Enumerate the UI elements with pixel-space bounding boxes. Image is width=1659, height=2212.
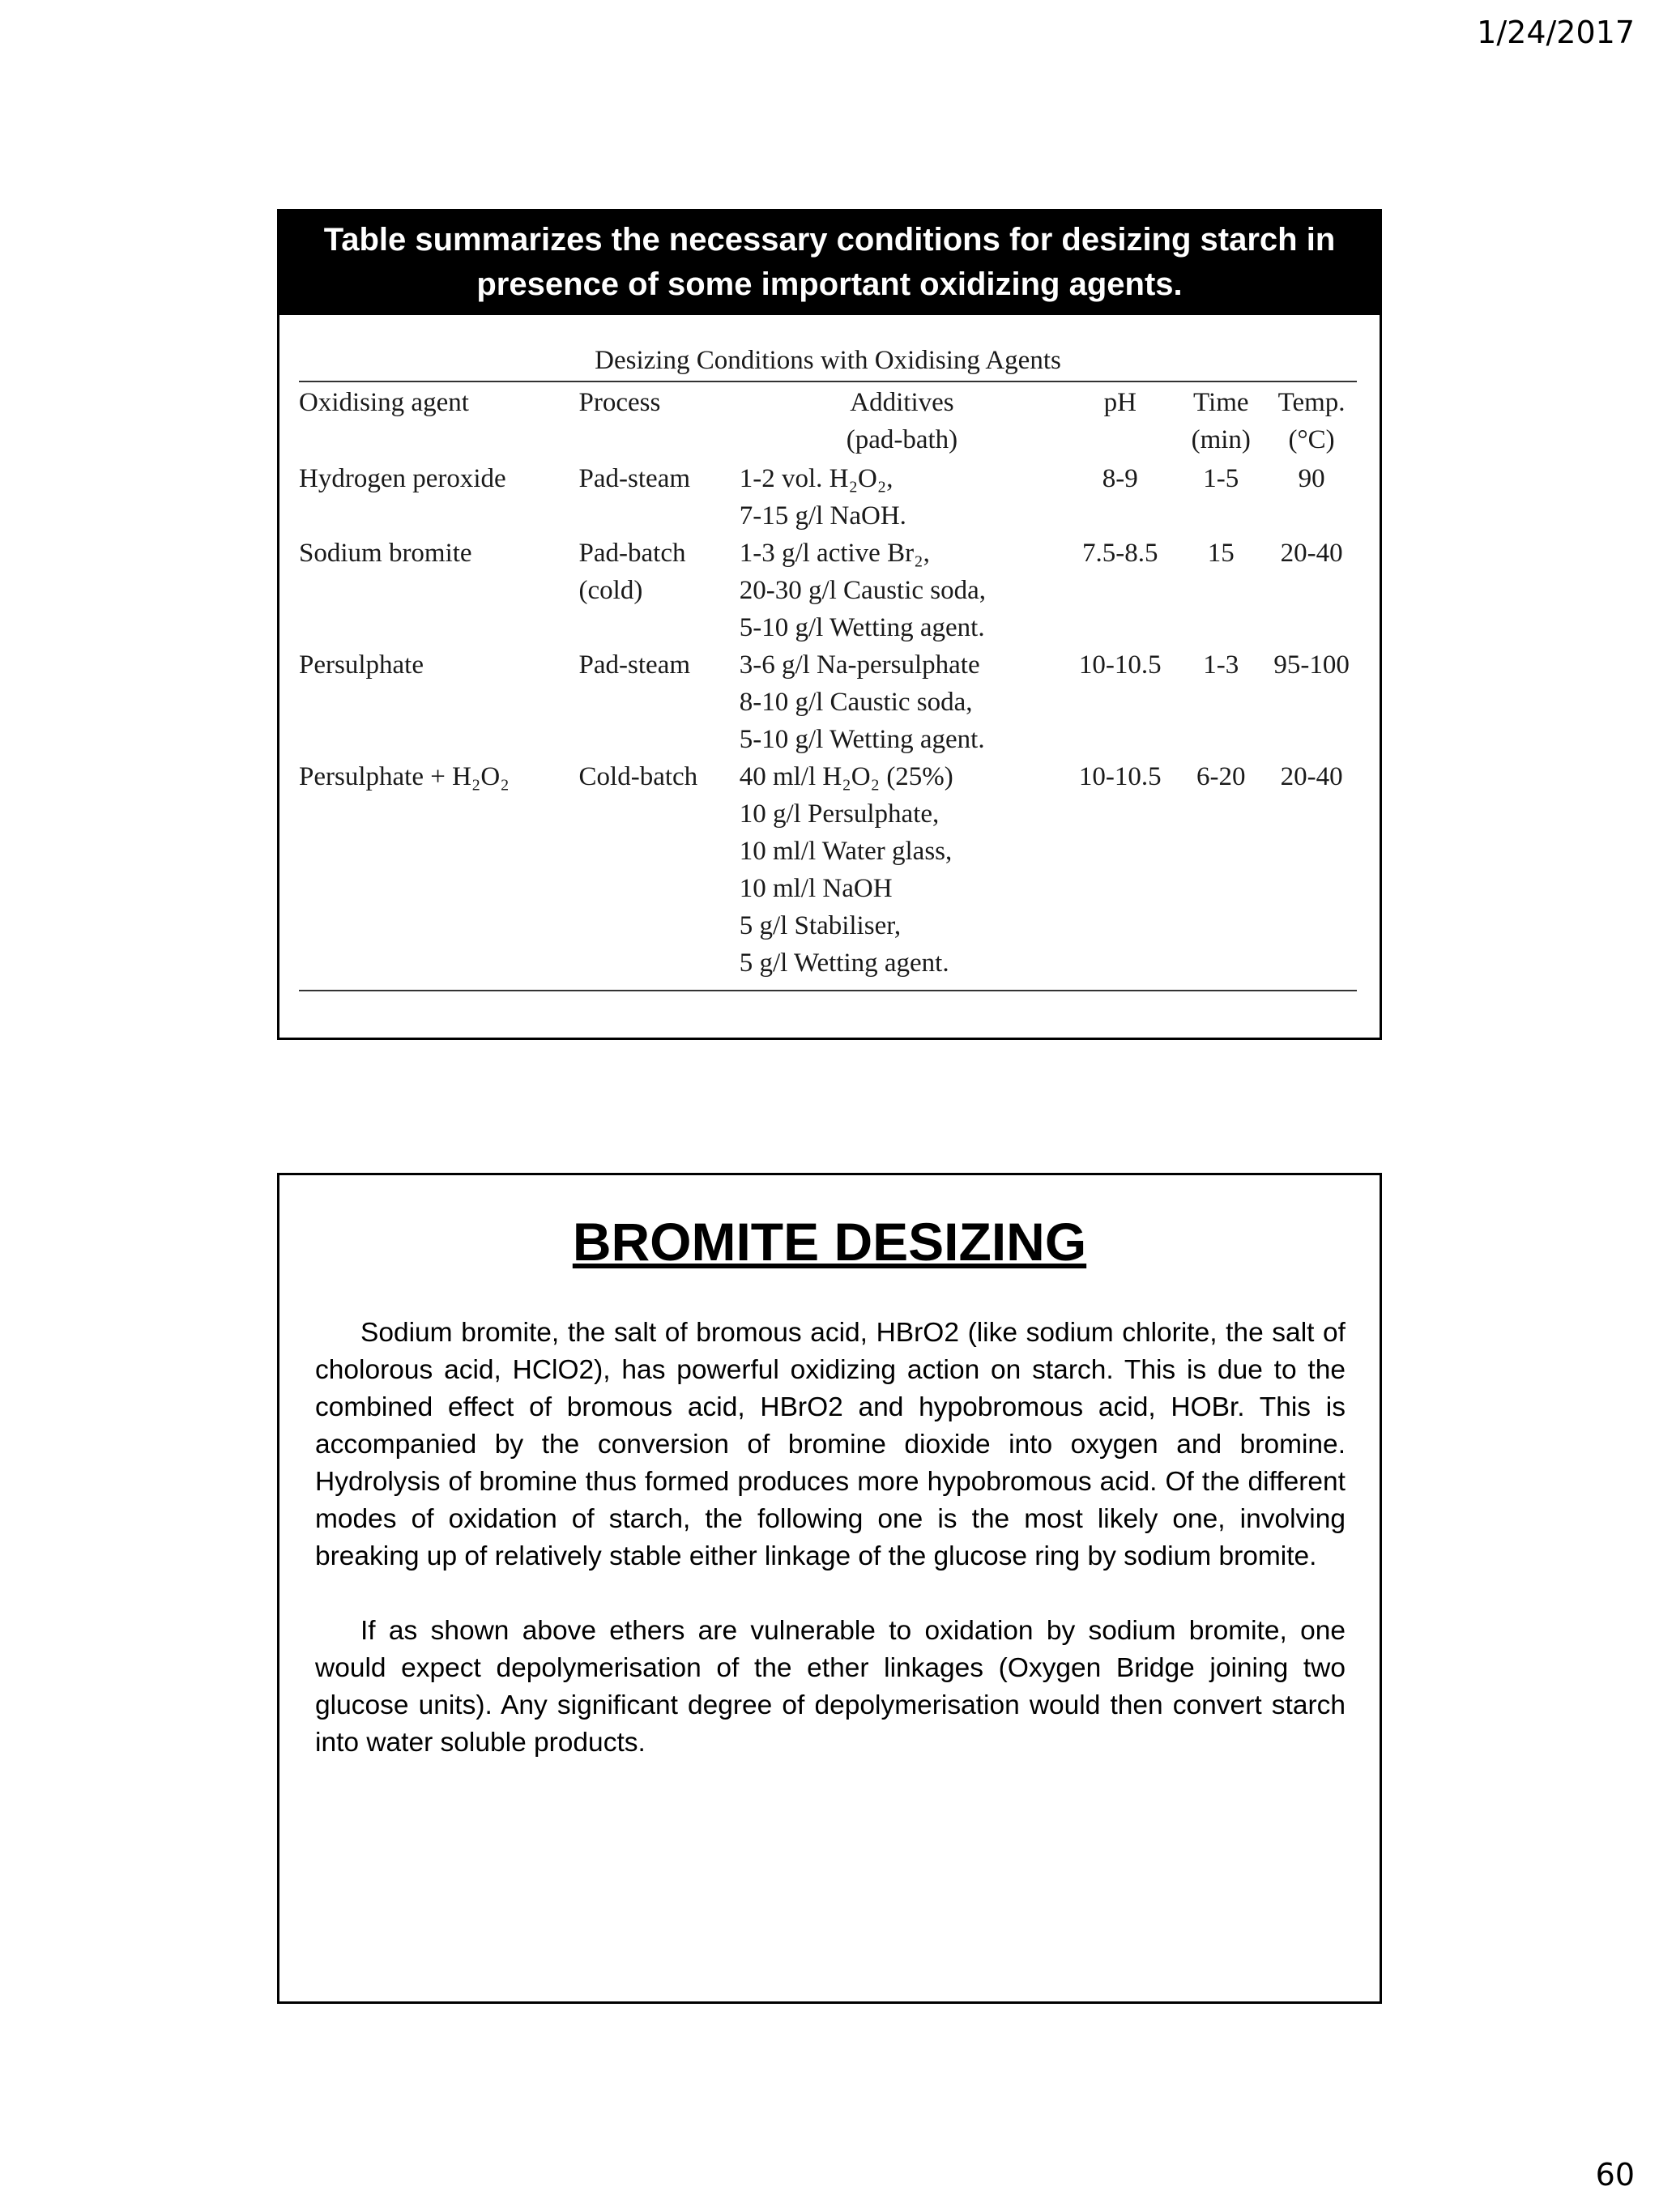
cell-time: 1-3 xyxy=(1203,650,1239,680)
cell-agent: Hydrogen peroxide xyxy=(299,464,506,493)
cell-agent: Persulphate xyxy=(299,650,424,680)
additive-line: 10 g/l Persulphate, xyxy=(739,799,940,829)
cell-temp: 20-40 xyxy=(1280,539,1343,568)
header-time xyxy=(1175,382,1266,460)
cell-additives xyxy=(740,535,1064,646)
header-additives-line-2: (pad-bath) xyxy=(846,425,958,454)
additive-line: 8-10 g/l Caustic soda, xyxy=(739,688,973,717)
table-header xyxy=(299,382,1357,460)
cell-time: 15 xyxy=(1207,539,1235,568)
paragraph-1: Sodium bromite, the salt of bromous acid, HBrO2 (like sodium chlorite, the salt of cholorous acid, HClO2), has powerful oxidizing action on starch. This is due to the combined effect of bromous acid, HBrO2 and hypobromous acid, HOBr. This is accompanied by the conversion of bromine dioxide into oxygen and bromine. Hydrolysis of bromine thus formed produces more hypobromous acid. Of the different modes of oxidation of starch, the following one is the most likely one, involving breaking up of relatively stable either linkage of the glucose ring by sodium bromite. xyxy=(315,1318,1346,1571)
table-body xyxy=(299,460,1357,982)
cell-time: 6-20 xyxy=(1196,762,1246,791)
header-temp-line-2: (°C) xyxy=(1288,425,1335,454)
cell-agent: Persulphate + H₂O₂ xyxy=(299,762,510,791)
cell-temp: 90 xyxy=(1298,464,1325,493)
cell-temp: 95-100 xyxy=(1273,650,1350,680)
cell-process: Pad-batch (cold) xyxy=(578,539,686,605)
additive-line: 40 ml/l H₂O₂ (25%) xyxy=(739,762,953,791)
date-label: 1/24/2017 xyxy=(1477,15,1635,50)
desizing-conditions-table xyxy=(299,382,1357,982)
additive-line: 7-15 g/l NaOH. xyxy=(739,501,906,531)
cell-process: Pad-steam xyxy=(578,650,691,680)
header-agent xyxy=(299,382,579,460)
header-temp-line-1: Temp. xyxy=(1277,388,1346,417)
cell-agent: Sodium bromite xyxy=(299,539,472,568)
table-row xyxy=(299,460,1357,535)
additive-line: 20-30 g/l Caustic soda, xyxy=(739,576,987,605)
additive-line: 1-3 g/l active Br₂, xyxy=(739,539,930,568)
cell-additives xyxy=(740,646,1064,758)
slide-title: BROMITE DESIZING xyxy=(572,1212,1087,1272)
table-row xyxy=(299,758,1357,982)
additive-line: 10 ml/l NaOH xyxy=(739,874,893,903)
table-container xyxy=(279,346,1380,991)
header-process xyxy=(579,382,740,460)
page-number: 60 xyxy=(1595,2157,1635,2193)
additive-line: 3-6 g/l Na-persulphate xyxy=(739,650,980,680)
header-ph-text: pH xyxy=(1103,388,1137,417)
cell-additives xyxy=(740,758,1064,982)
header-additives xyxy=(740,382,1064,460)
paragraph-2: If as shown above ethers are vulnerable to oxidation by sodium bromite, one would expect depolymerisation of the ether linkages (Oxygen Bridge joining two glucose units). Any significant degree of depolymerisation would then convert starch into water soluble products. xyxy=(315,1616,1346,1758)
header-agent-text: Oxidising agent xyxy=(299,388,469,417)
cell-process: Pad-steam xyxy=(578,464,691,493)
table-row xyxy=(299,646,1357,758)
header-additives-line-1: Additives xyxy=(850,388,954,417)
table-header-row xyxy=(299,382,1357,460)
additive-line: 1-2 vol. H₂O₂, xyxy=(739,464,893,493)
cell-ph: 10-10.5 xyxy=(1078,650,1162,680)
additive-line: 5-10 g/l Wetting agent. xyxy=(739,725,985,754)
header-temp xyxy=(1266,382,1357,460)
table-row xyxy=(299,535,1357,646)
table-caption: Desizing Conditions with Oxidising Agents xyxy=(595,346,1061,375)
header-time-line-2: (min) xyxy=(1191,425,1251,454)
additive-line: 5 g/l Wetting agent. xyxy=(739,948,949,978)
slide-heading-line-1: Table summarizes the necessary conditions for desizing starch in xyxy=(323,222,1336,258)
cell-additives xyxy=(740,460,1064,535)
additive-line: 5-10 g/l Wetting agent. xyxy=(739,613,985,642)
header-time-line-1: Time xyxy=(1193,388,1249,417)
cell-process: Cold-batch xyxy=(578,762,698,791)
additive-line: 5 g/l Stabiliser, xyxy=(739,911,902,940)
slide-heading xyxy=(279,211,1380,315)
cell-time: 1-5 xyxy=(1203,464,1239,493)
cell-ph: 7.5-8.5 xyxy=(1082,539,1158,568)
header-process-text: Process xyxy=(578,388,661,417)
cell-ph: 10-10.5 xyxy=(1078,762,1162,791)
slide-table xyxy=(277,209,1382,1040)
additive-line: 10 ml/l Water glass, xyxy=(739,837,953,866)
slide-heading-line-2: presence of some important oxidizing agents. xyxy=(476,266,1183,302)
table-bottom-rule xyxy=(299,990,1357,991)
slide-bromite-desizing xyxy=(277,1173,1382,2004)
cell-temp: 20-40 xyxy=(1280,762,1343,791)
cell-ph: 8-9 xyxy=(1102,464,1138,493)
header-ph xyxy=(1064,382,1175,460)
